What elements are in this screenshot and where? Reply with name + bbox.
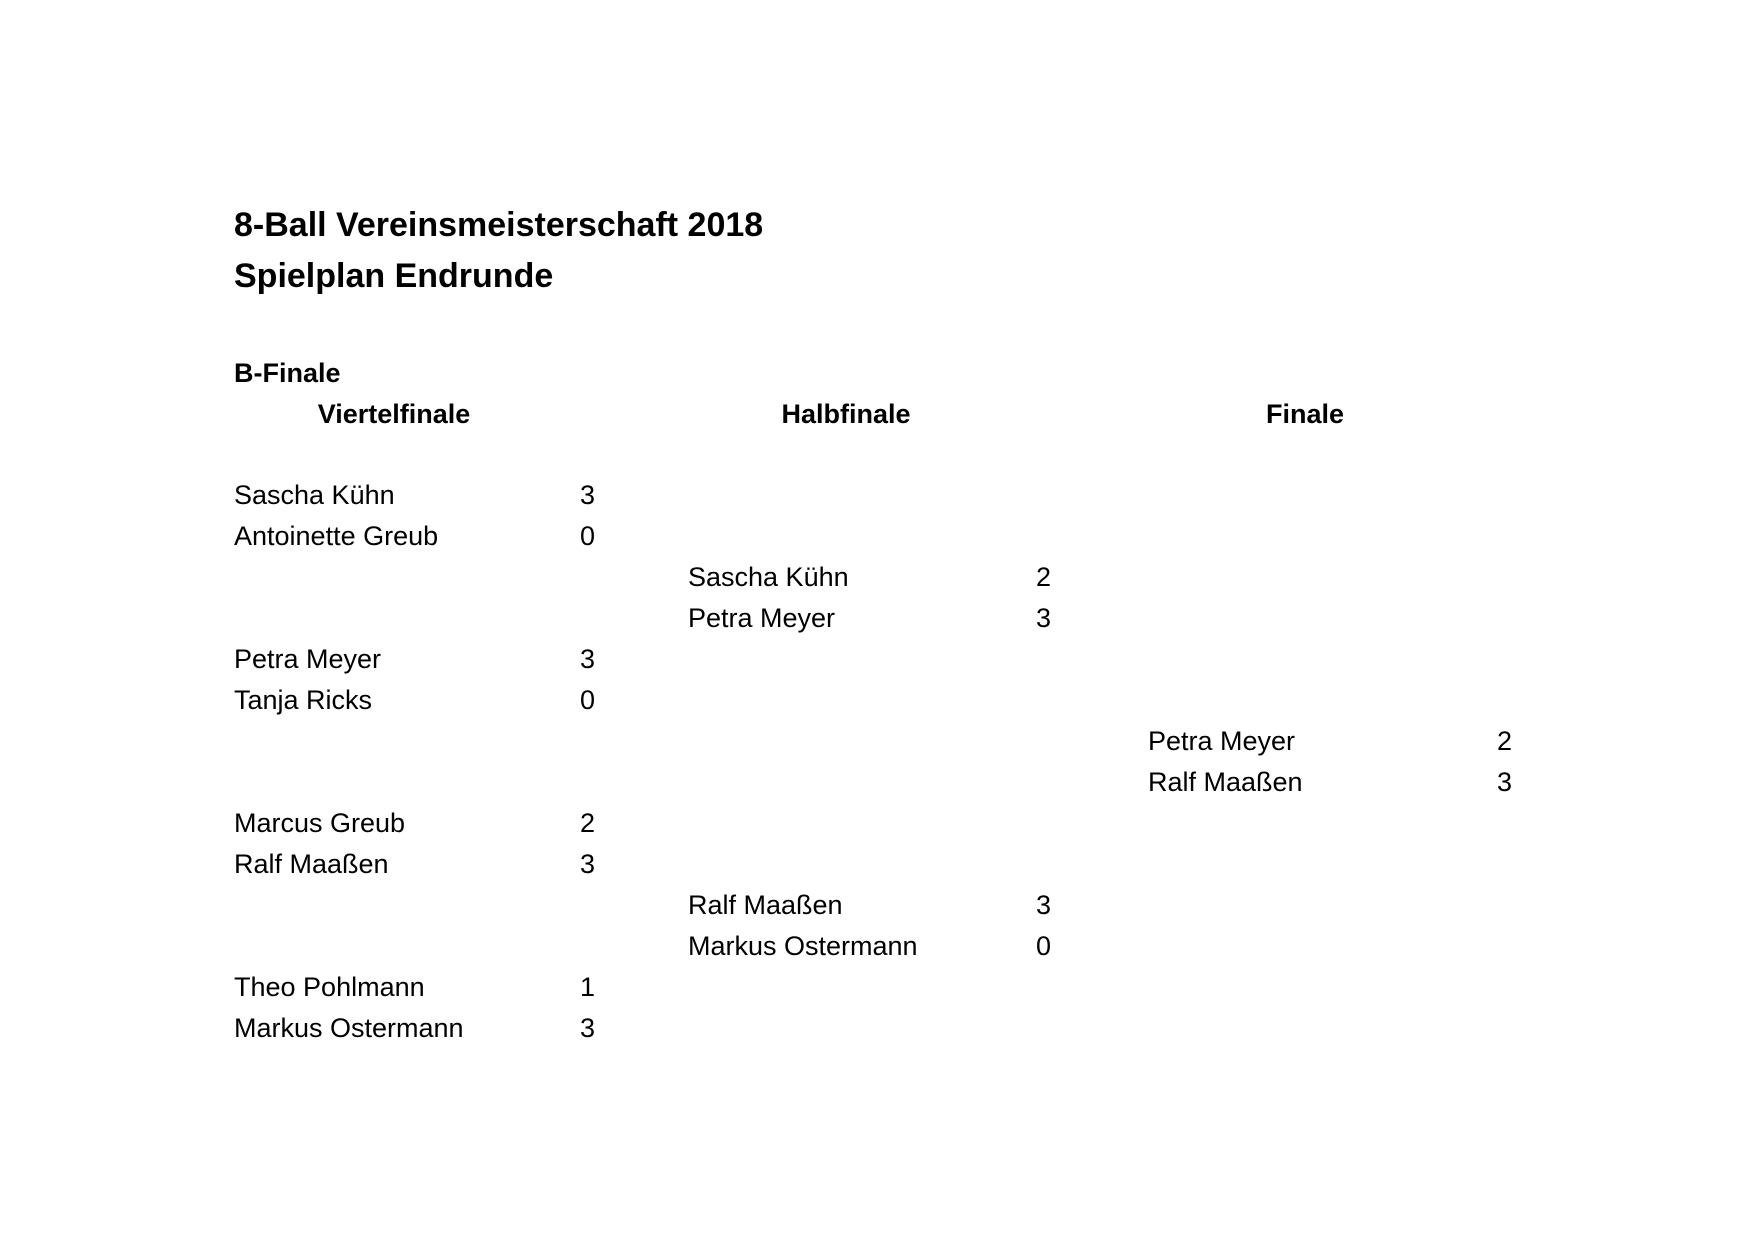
title-line-2: Spielplan Endrunde: [234, 257, 554, 295]
qf4-score-2: 3: [580, 1013, 596, 1043]
qf3-player-2: Ralf Maaßen: [234, 849, 389, 879]
qf4-score-1: 1: [580, 972, 596, 1002]
sf2-player-1: Ralf Maaßen: [688, 890, 843, 920]
round-header-quarterfinal: Viertelfinale: [317, 399, 471, 429]
qf1-player-1: Sascha Kühn: [234, 480, 395, 510]
section-label: B-Finale: [234, 358, 341, 388]
qf1-score-1: 3: [580, 480, 596, 510]
final-score-1: 2: [1497, 726, 1513, 756]
qf2-score-2: 0: [580, 685, 596, 715]
final-player-1: Petra Meyer: [1148, 726, 1296, 756]
qf2-player-2: Tanja Ricks: [234, 685, 373, 715]
round-header-final: Finale: [1265, 399, 1345, 429]
qf3-score-2: 3: [580, 849, 596, 879]
title-line-1: 8-Ball Vereinsmeisterschaft 2018: [234, 206, 764, 244]
sf1-score-1: 2: [1036, 562, 1052, 592]
sf2-score-2: 0: [1036, 931, 1052, 961]
qf3-score-1: 2: [580, 808, 596, 838]
final-score-2: 3: [1497, 767, 1513, 797]
sf1-player-2: Petra Meyer: [688, 603, 836, 633]
sf1-player-1: Sascha Kühn: [688, 562, 849, 592]
round-header-semifinal: Halbfinale: [781, 399, 911, 429]
qf2-player-1: Petra Meyer: [234, 644, 382, 674]
qf3-player-1: Marcus Greub: [234, 808, 406, 838]
sf2-player-2: Markus Ostermann: [688, 931, 918, 961]
qf4-player-1: Theo Pohlmann: [234, 972, 425, 1002]
qf4-player-2: Markus Ostermann: [234, 1013, 464, 1043]
sf1-score-2: 3: [1036, 603, 1052, 633]
qf1-player-2: Antoinette Greub: [234, 521, 439, 551]
qf2-score-1: 3: [580, 644, 596, 674]
sf2-score-1: 3: [1036, 890, 1052, 920]
final-player-2: Ralf Maaßen: [1148, 767, 1303, 797]
qf1-score-2: 0: [580, 521, 596, 551]
